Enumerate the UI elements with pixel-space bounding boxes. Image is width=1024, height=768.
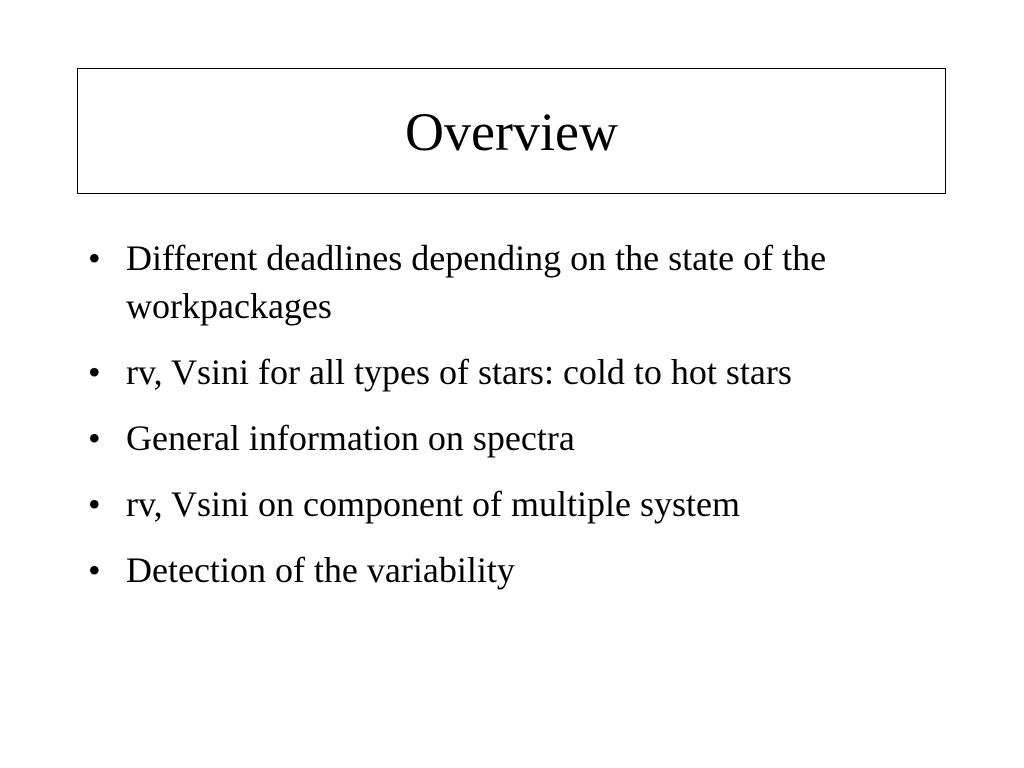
bullet-text: General information on spectra bbox=[126, 418, 575, 458]
bullet-text: rv, Vsini for all types of stars: cold to hot stars bbox=[126, 352, 792, 392]
bullet-text: Detection of the variability bbox=[126, 550, 515, 590]
bullet-item bbox=[84, 414, 914, 462]
bullet-item bbox=[84, 480, 914, 528]
bullet-item bbox=[84, 546, 914, 594]
bullet-icon: • bbox=[88, 352, 101, 392]
bullet-icon: • bbox=[88, 484, 101, 524]
bullet-item bbox=[84, 234, 914, 330]
title-box bbox=[77, 68, 946, 194]
slide-title: Overview bbox=[405, 102, 618, 162]
bullet-text: Different deadlines depending on the state of the workpackages bbox=[126, 238, 827, 326]
bullet-text: rv, Vsini on component of multiple system bbox=[126, 484, 740, 524]
bullet-icon: • bbox=[88, 550, 101, 590]
bullet-icon: • bbox=[88, 238, 101, 278]
bullet-item bbox=[84, 348, 914, 396]
bullet-list bbox=[84, 234, 914, 612]
bullet-icon: • bbox=[88, 418, 101, 458]
